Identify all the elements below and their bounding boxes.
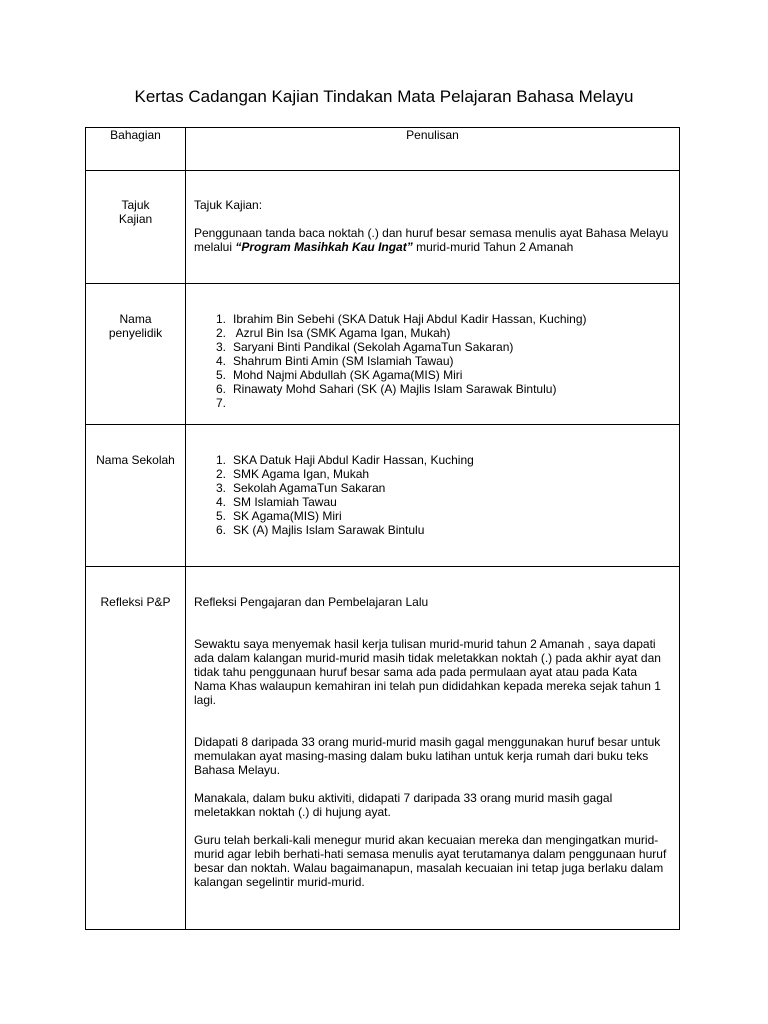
list-item: 4. Shahrum Binti Amin (SM Islamiah Tawau) xyxy=(215,354,454,368)
label-nama-penyelidik: Nama penyelidik xyxy=(108,312,163,340)
refleksi-paragraph-3: Manakala, dalam buku aktiviti, didapati 7 daripada 33 orang murid masih gagal meletakkan noktah (.) di hujung ayat. xyxy=(194,791,613,819)
list-item: 1. Ibrahim Bin Sebehi (SKA Datuk Haji Abdul Kadir Hassan, Kuching) xyxy=(215,312,587,326)
row-tajuk xyxy=(86,171,680,284)
list-item: 2. SMK Agama Igan, Mukah xyxy=(215,467,370,481)
refleksi-paragraph-4: Guru telah berkali-kali menegur murid akan kecuaian mereka dan mengingatkan murid-murid agar lebih berhati-hati semasa menulis ayat terutamanya dalam penggunaan huruf besar dan noktah. Walau bagaimanapun, masalah kecuaian ini tetap juga berlaku dalam kalangan segelintir murid-murid. xyxy=(194,833,667,889)
label-tajuk-kajian: Tajuk Kajian xyxy=(118,198,153,226)
refleksi-paragraph-1: Sewaktu saya menyemak hasil kerja tulisan murid-murid tahun 2 Amanah , saya dapati ada dalam kalangan murid-murid masih tidak meletakkan noktah (.) pada akhir ayat dan tidak tahu penggunaan huruf besar sama ada pada permulaan ayat atau pada Kata Nama Khas walaupun kemahiran ini telah pun dididahkan kepada mereka sejak tahun 1 lagi. xyxy=(194,637,661,707)
row-nama-sekolah xyxy=(86,425,680,567)
list-item: 1. SKA Datuk Haji Abdul Kadir Hassan, Kuching xyxy=(215,453,474,467)
header-bahagian: Bahagian xyxy=(86,128,186,171)
tajuk-text: Penggunaan tanda baca noktah (.) dan huruf besar semasa menulis ayat Bahasa Melayu melalui “Program Masihkah Kau Ingat” murid-murid Tahun 2 Amanah xyxy=(194,226,669,254)
row-nama-penyelidik xyxy=(86,284,680,425)
label-refleksi: Refleksi P&P xyxy=(100,595,171,609)
refleksi-paragraph-2: Didapati 8 daripada 33 orang murid-murid masih gagal menggunakan huruf besar untuk memulakan ayat masing-masing dalam buku latihan untuk kerja rumah dari buku teks Bahasa Melayu. xyxy=(194,735,661,777)
row-refleksi xyxy=(86,567,680,930)
researcher-list xyxy=(186,312,679,410)
list-item: 2. Azrul Bin Isa (SMK Agama Igan, Mukah) xyxy=(215,326,451,340)
table-header-row xyxy=(86,128,680,171)
list-item: 5. Mohd Najmi Abdullah (SK Agama(MIS) Miri xyxy=(215,368,463,382)
list-item: 7. xyxy=(215,396,226,410)
list-item: 3. Saryani Binti Pandikal (Sekolah AgamaTun Sakaran) xyxy=(215,340,514,354)
school-list xyxy=(186,453,679,537)
proposal-table xyxy=(85,127,680,930)
program-name: “Program Masihkah Kau Ingat” xyxy=(235,240,413,254)
list-item: 4. SM Islamiah Tawau xyxy=(215,495,337,509)
header-penulisan: Penulisan xyxy=(186,128,680,171)
label-nama-sekolah: Nama Sekolah xyxy=(96,453,175,467)
tajuk-heading: Tajuk Kajian: xyxy=(194,198,263,212)
list-item: 3. Sekolah AgamaTun Sakaran xyxy=(215,481,386,495)
list-item: 5. SK Agama(MIS) Miri xyxy=(215,509,342,523)
document-title: Kertas Cadangan Kajian Tindakan Mata Pelajaran Bahasa Melayu xyxy=(134,87,634,106)
list-item: 6. SK (A) Majlis Islam Sarawak Bintulu xyxy=(215,523,425,537)
list-item: 6. Rinawaty Mohd Sahari (SK (A) Majlis Islam Sarawak Bintulu) xyxy=(215,382,557,396)
refleksi-heading: Refleksi Pengajaran dan Pembelajaran Lalu xyxy=(194,595,429,609)
